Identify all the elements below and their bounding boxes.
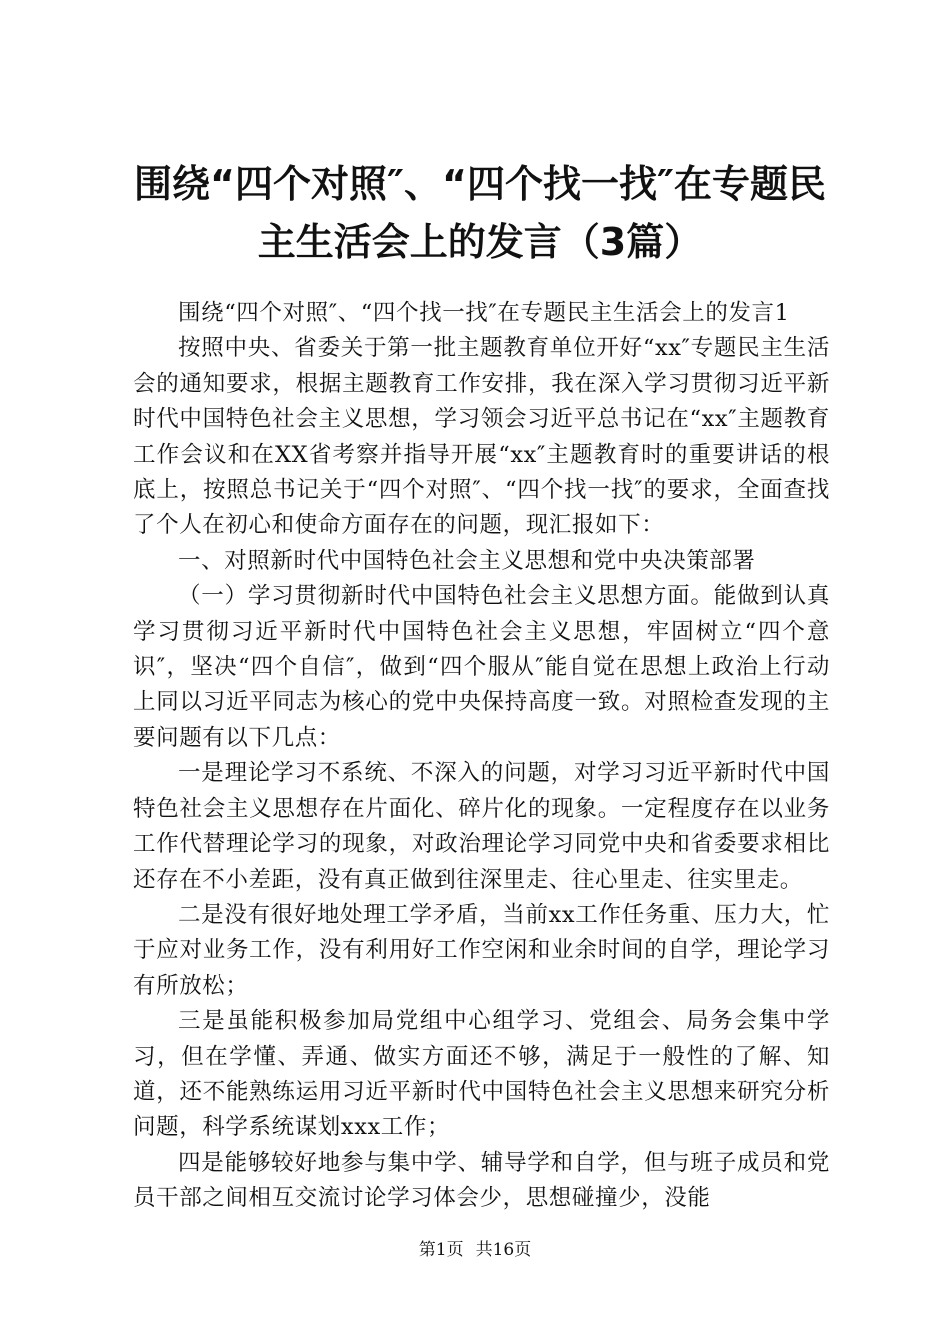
- page-footer: [0, 1242, 950, 1259]
- document-body: [133, 296, 830, 1217]
- paragraph-point-3: 三是虽能积极参加局党组中心组学习、党组会、局务会集中学习，但在学懂、弄通、做实方面还不够，满足于一般性的了解、知道，还不能熟练运用习近平新时代中国特色社会主义思想来研究分析问题，科学系统谋划xxx工作；: [133, 1008, 830, 1141]
- paragraph-point-1: 一是理论学习不系统、不深入的问题，对学习习近平新时代中国特色社会主义思想存在片面化、碎片化的现象。一定程度存在以业务工作代替理论学习的现象，对政治理论学习同党中央和省委要求相比还存在不小差距，没有真正做到往深里走、往心里走、往实里走。: [133, 760, 830, 893]
- page-number: 第1页: [418, 1240, 464, 1260]
- document-title-line-1: 围绕“四个对照″、“四个找一找″在专题民: [134, 162, 826, 206]
- paragraph-subtitle: 围绕“四个对照″、“四个找一找″在专题民主生活会上的发言1: [178, 300, 790, 326]
- document-title-line-2: 主生活会上的发言（3篇）: [257, 220, 703, 264]
- section-heading-1: 一、对照新时代中国特色社会主义思想和党中央决策部署: [178, 547, 756, 574]
- paragraph-point-2: 二是没有很好地处理工学矛盾，当前xx工作任务重、压力大，忙于应对业务工作，没有利用好工作空闲和业余时间的自学，理论学习有所放松；: [133, 901, 830, 999]
- page-total: 共16页: [475, 1240, 532, 1260]
- subsection-heading-1: （一）学习贯彻新时代中国特色社会主义思想方面。能做到认真学习贯彻习近平新时代中国特色社会主义思想，牢固树立“四个意识″，坚决“四个自信″，做到“四个服从″能自觉在思想上政治上行动上同以习近平同志为核心的党中央保持高度一致。对照检查发现的主要问题有以下几点：: [133, 583, 830, 751]
- paragraph-point-4: 四是能够较好地参与集中学、辅导学和自学，但与班子成员和党员干部之间相互交流讨论学习体会少，思想碰撞少，没能: [133, 1149, 830, 1212]
- paragraph-intro: 按照中央、省委关于第一批主题教育单位开好“xx″专题民主生活会的通知要求，根据主题教育工作安排，我在深入学习贯彻习近平新时代中国特色社会主义思想，学习领会习近平总书记在“xx″主题教育工作会议和在XX省考察并指导开展“xx″主题教育时的重要讲话的根底上，按照总书记关于“四个对照″、“四个找一找″的要求，全面查找了个人在初心和使命方面存在的问题，现汇报如下：: [133, 335, 830, 539]
